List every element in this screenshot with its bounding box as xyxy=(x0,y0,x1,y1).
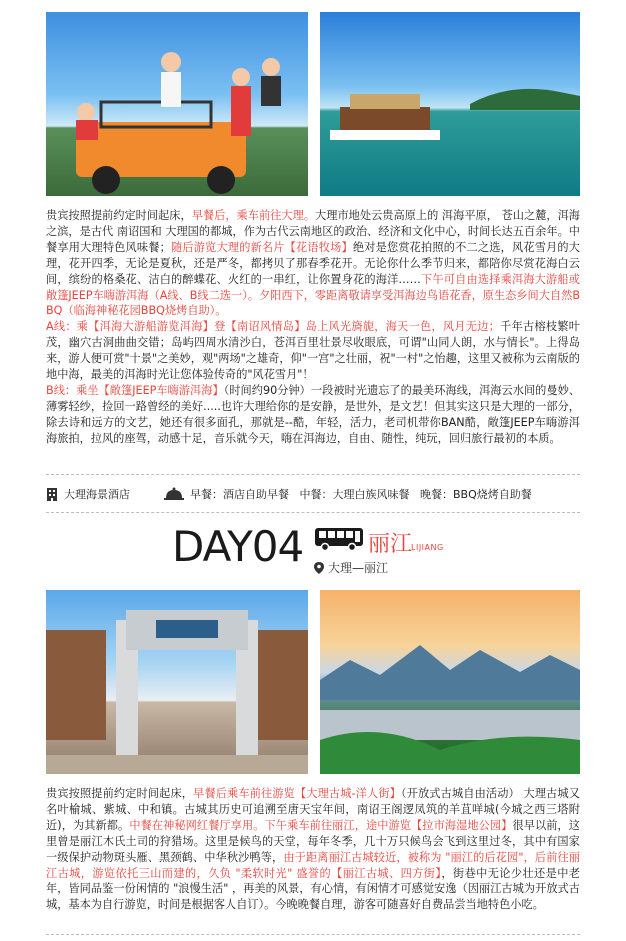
hotel-name: 大理海景酒店 xyxy=(64,488,130,501)
gate-illustration xyxy=(46,590,308,774)
highlight-run: 早餐后乘车前往游览【大理古城-洋人街】 xyxy=(193,787,401,800)
highlight-run: 随后游览大理的新名片【花语牧场】 xyxy=(170,240,353,254)
text-run: ，街巷中无论少壮还是中老年，皆同品鉴一份闲情的 "浪慢生活" ，再美的风景，有心情，有闲情才可感觉安逸（因丽江古城为开放式古城，基本为自行游览，时间是根据客人自订）。今晚晚餐自理，游客可随喜好自费品尝当地特色小吃。 xyxy=(46,866,580,912)
text-run: （时间约90分钟）一段被时光遗忘了的最美环海线，洱海云水间的曼妙、薄雾轻纱，捡回一路曾经的美好.....也许大理给你的是安静，是世外，是文艺！但其实这只是大理的一部分，除去诗和远方的文艺，她还有很多面孔，那就是--酷，年轻，活力，老司机带你BAN酷，敞篷JEEP车嗨游洱海旅拍，拉风的座驾，动感十足，音乐就今天，嗨在洱海边，自由、随性，纯玩，回归旅行最初的本质。 xyxy=(46,383,581,445)
hotel-icon xyxy=(46,487,58,501)
highlight-run: 中餐在神秘网红餐厅享用。下午乘车前往丽江，途中游览【拉市海湿地公园】 xyxy=(129,818,513,832)
text-run: 很早以前，这里曾是丽江木氏土司的狩猎场。这里是候鸟的天堂，每年冬季，几十万只候鸟会飞到这里过冬，其中有国家一级保护动物斑头雁、黑颈鹤、中华秋沙鸭等， xyxy=(46,818,580,864)
cloche-icon xyxy=(164,487,184,501)
route-text: 大理—丽江 xyxy=(328,561,389,575)
text-run: 大理市地处云贵高原上的 洱海平原， 苍山之麓，洱海之滨，是古代 南诏国和 大理国的都城，作为古代云南地区的政治、经济和文化中心，时间长达五百余年。中餐享用大理特色风味餐； xyxy=(46,209,580,254)
jeep-girls-photo xyxy=(46,12,308,196)
meals-info: 早餐：酒店自助早餐 中餐：大理白族风味餐 晚餐：BBQ烧烤自助餐 xyxy=(190,488,532,501)
city-name-en: LIJIANG xyxy=(411,543,444,552)
text-run: 贵宾按照提前约定时间起床， xyxy=(46,209,192,222)
divider xyxy=(46,934,580,935)
highlight-run: 由于距离丽江古城较近，被称为 "丽江的后花园"，后前往丽江古城，游览依托三山而建的，久负 "柔软时光" 盛誉的【丽江古城、四方街】 xyxy=(46,850,580,880)
hotel-meals-row xyxy=(46,485,580,503)
route xyxy=(314,559,388,576)
erhai-boat-photo xyxy=(320,12,580,196)
mountain-illustration xyxy=(320,590,580,774)
text-run: 千年古榕枝繁叶茂，幽穴古洞曲曲交错；岛屿四周水清沙白，苍洱百里壮景尽收眼底，可谓"山同人朗，水与情长"。上得岛来，游人便可赏"十景"之美妙，观"两场"之雄奇，仰"一宫"之壮丽，祝"一村"之怡趣，这里又被称为云南版的地中海，最美的洱海时光让您体验传奇的"风花雪月"！ xyxy=(46,320,580,382)
text-run: 贵宾按照提前约定时间起床， xyxy=(46,787,194,800)
highlight-run: 下午可自由选择乘洱海大游船或敞篷JEEP车嗨游洱海（A线、B线二选一）。夕阳西下，零距离敬请享受洱海边鸟语花香，原生态乡间大自然BBQ（临海神秘花园BBQ烧烤自助）。 xyxy=(46,272,580,318)
highlight-run: 早餐后，乘车前往大理。 xyxy=(191,209,316,222)
lashi-sunset-photo xyxy=(320,590,580,774)
bus-icon xyxy=(314,526,364,552)
text-run: 绝对是您赏花拍照的不二之选，风花雪月的大理，花开四季，无论是夏秋，还是严冬，都拷贝了那春季花开。无论你什么季节归来，都陪你尽赏花海白云间，缤纷的格桑花、洁白的醉蝶花、火红的一串红，让你置身花的海洋…… xyxy=(46,240,580,286)
divider xyxy=(46,474,580,475)
highlight-run: B线：乘坐【敞篷JEEP车嗨游洱海】 xyxy=(46,383,224,397)
day2-itinerary-text xyxy=(46,786,580,913)
location-pin-icon xyxy=(314,562,324,574)
yangren-street-gate-photo xyxy=(46,590,308,774)
text-run: （开放式古城自由活动） 大理古城又名叶榆城、紫城、中和镇。古城其历史可追溯至唐天宝年间，南诏王阁逻凤筑的羊苴咩城(今城之西三塔附近)，为其新都。 xyxy=(46,787,580,832)
jeep-illustration xyxy=(46,12,308,196)
day-title: DAY04 xyxy=(172,522,304,571)
city-name: 丽江 xyxy=(368,532,413,557)
lake-illustration xyxy=(320,12,580,196)
day1-itinerary-text xyxy=(46,208,580,447)
highlight-run: A线：乘【洱海大游船游览洱海】登【南诏风情岛】岛上风光旖旎，海天一色，风月无边； xyxy=(46,320,500,334)
divider xyxy=(46,512,580,513)
